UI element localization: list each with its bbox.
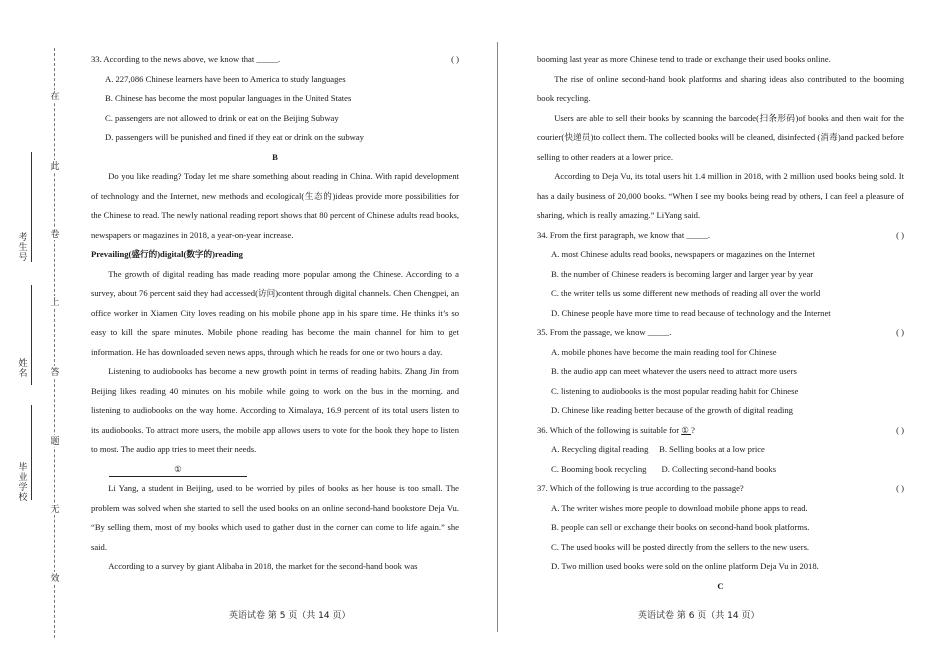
option-a: A. mobile phones have become the main reading tool for Chinese [551,346,777,357]
option-d: D. Chinese like reading better because of the growth of digital reading [551,405,793,415]
page-footer-right: 英语试卷 第 6 页（共 14 页） [638,611,760,621]
blank-1: ① [109,462,247,477]
seal-char: 无 [50,504,60,514]
options-ab: A. Recycling digital reading B. Selling books at a low price [551,444,765,454]
section-c-heading: C [717,580,724,591]
option-a: A. most Chinese adults read books, newspapers or magazines on the Internet [551,249,815,259]
question-33 [91,50,459,148]
option-b: B. Chinese has become the most popular languages in the United States [105,93,352,103]
passage-paragraph: booming last year as more Chinese tend to trade or exchange their used books online. [537,54,831,64]
option-d: D. Two million used books were sold on the online platform Deja Vu in 2018. [551,561,819,571]
passage-subheading: Prevailing(盛行的)digital(数字的)reading [91,249,243,259]
option-c: C. listening to audiobooks is the most popular reading habit for Chinese [551,385,799,396]
blank-line [91,460,459,480]
option-c: C. passengers are not allowed to drink or eat on the Beijing Subway [105,112,339,123]
option-b: B. the number of Chinese readers is becoming larger and larger year by year [551,268,814,279]
question-stem: 37. Which of the following is true according to the passage? [537,483,744,493]
exam-page-6 [537,50,904,596]
option-a: A. The writer wishes more people to download mobile phone apps to read. [551,502,808,513]
option-c: C. The used books will be posted directly from the sellers to the new users. [551,541,810,552]
passage-paragraph: The growth of digital reading has made reading more popular among the Chinese. According to a survey, about 76 percent said they had accessed(访问)content through digital channels. Chen Chengpei, an office worker in Xiamen City loves reading on his mobile phone app in his spare time. He thinks it’s so easy to kill the spare minutes. Mobile phone reading has become the main channel for him to get information. He has downloaded seven news apps, through which he reads for one or two hours a day. [91,268,459,357]
page-footer-left: 英语试卷 第 5 页（共 14 页） [229,611,351,621]
stem-text: 36. Which of the following is suitable for [537,424,682,435]
field-line [31,405,32,500]
question-36 [537,421,904,480]
passage-paragraph: Do you like reading? Today let me share something about reading in China. With rapid development of technology and the Internet, new methods and ecological(生态的)ideas provide more possibilities for the Chinese to read. The newly national reading report shows that 80 percent of Chinese adults read books, newspapers or magazines in 2018, a year-on-year increase. [91,171,459,240]
field-line [31,285,32,385]
answer-bracket: ( ) [451,54,459,64]
answer-bracket: ( ) [896,229,904,240]
answer-bracket: ( ) [896,424,904,435]
passage-paragraph: According to Deja Vu, its total users hit 1.4 million in 2018, with 2 million used books being sold. It has a daily business of 20,000 books. “When I see my books being read by others, I can feel a pleasure of sharing, which is really amazing.” LiYang said. [537,171,904,220]
option-d: D. passengers will be punished and fined if they eat or drink on the subway [105,132,364,142]
field-line [31,152,32,262]
seal-char: 答 [50,367,60,377]
question-stem [537,421,904,441]
seal-char: 卷 [50,229,60,239]
seal-char: 上 [50,297,60,307]
answer-bracket: ( ) [896,483,904,493]
seal-char: 在 [50,91,60,101]
stem-text: ? [691,424,695,435]
option-d: D. Chinese people have more time to read because of technology and the Internet [551,307,831,318]
passage-paragraph: Users are able to sell their books by scanning the barcode(扫条形码)of books and then wait for the courier(快递员)to collect them. The collected books will be cleaned, disinfected (消毒)and packed before selling to other readers at a lower price. [537,112,904,162]
passage-paragraph: Li Yang, a student in Beijing, used to be worried by piles of books as her house is too small. The problem was solved when she started to sell the used books on an online second-hand bookstore Deja Vu. “By selling them, most of my books which used to gather dust in the corner can come to life again.” she said. [91,483,459,552]
question-stem: 33. According to the news above, we know that _____. [91,54,281,64]
passage-paragraph: The rise of online second-hand book platforms and sharing ideas also contributed to the booming book recycling. [537,73,904,103]
option-a: A. 227,086 Chinese learners have been to America to study languages [105,73,346,84]
answer-bracket: ( ) [896,327,904,337]
binding-margin [0,0,80,671]
question-37 [537,479,904,577]
question-34 [537,226,904,324]
options-cd: C. Booming book recycling D. Collecting second-hand books [551,463,777,474]
seal-char: 效 [50,573,60,583]
field-label: 姓名 [18,358,28,378]
field-label: 考生号 [18,232,28,262]
seal-char: 此 [50,161,60,171]
question-35 [537,323,904,421]
section-b-heading: B [272,151,278,162]
passage-paragraph: Listening to audiobooks has become a new growth point in terms of reading habits. Zhang Jin from Beijing likes reading 40 minutes on his mobile while going to work on the bus in the morning. and listening to audiobooks on the way home. According to Ximalaya, 16.9 percent of its total users listen to its audiobooks. To attract more users, the mobile app allows users to vote for the book they hope to listen to most. The audio app tries to meet their needs. [91,366,459,454]
page-divider [497,42,498,632]
passage-paragraph: According to a survey by giant Alibaba in 2018, the market for the second-hand book was [108,561,418,571]
question-stem: 34. From the first paragraph, we know that _____. [537,229,711,240]
seal-dashed-line [54,48,55,638]
field-label: 毕业学校 [18,462,28,502]
exam-page-5 [91,50,459,577]
option-b: B. people can sell or exchange their books on second-hand book platforms. [551,522,810,532]
option-c: C. the writer tells us some different new methods of reading all over the world [551,288,821,298]
blank-reference: ① [681,424,692,435]
question-stem: 35. From the passage, we know _____. [537,327,672,337]
seal-char: 题 [50,436,60,446]
option-b: B. the audio app can meet whatever the users need to attract more users [551,366,797,376]
